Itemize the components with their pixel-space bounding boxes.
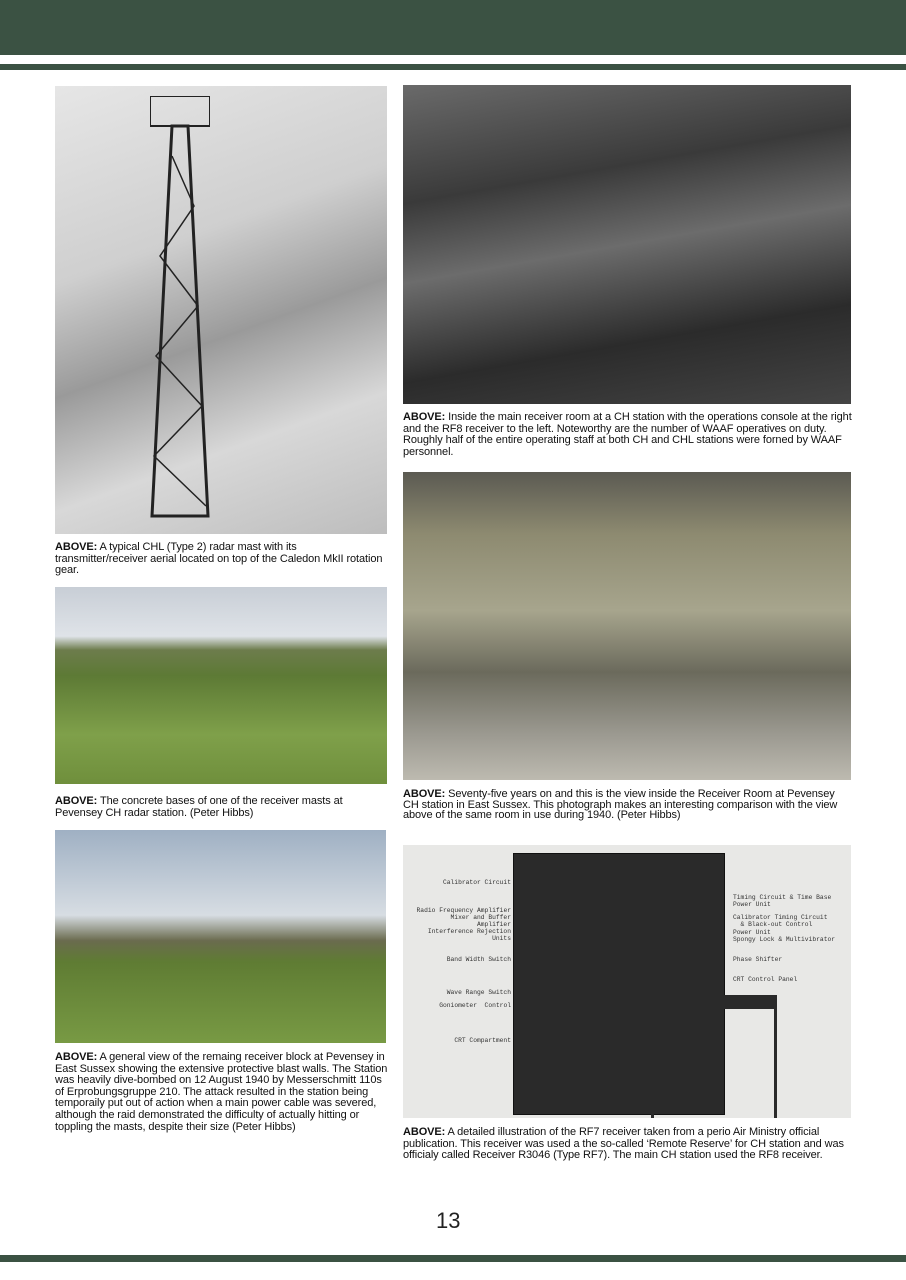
caption-mast <box>55 542 390 577</box>
header-stripe <box>0 64 906 70</box>
diagram-label: CRT Control Panel <box>733 976 798 983</box>
caption-text: A detailed illustration of the RF7 receiver taken from a perio Air Ministry official publication. This receiver was used a the so-called ‘Remote Reserve’ for CH station and was officialy called Receiver R3046 (Type RF7). The main CH station used the RF8 receiver. <box>403 1126 844 1162</box>
diagram-label: Spongy Lock & Multivibrator <box>733 936 836 943</box>
diagram-label: CRT Compartment <box>454 1037 511 1044</box>
caption-text: A typical CHL (Type 2) radar mast with its transmitter/receiver aerial located on top of the Caledon MkII rotation gear. <box>55 541 383 577</box>
rf7-receiver-diagram <box>403 845 851 1118</box>
diagram-label: Timing Circuit & Time Base <box>733 894 832 901</box>
photo-chl-radar-mast <box>55 86 387 534</box>
caption-text: The concrete bases of one of the receiver masts at Pevensey CH radar station. (Peter Hibbs) <box>55 795 343 819</box>
diagram-label: Radio Frequency Amplifier Mixer and Buffer Amplifier <box>416 907 511 928</box>
caption-lead: ABOVE: <box>403 1126 446 1138</box>
diagram-label: Power Unit <box>733 901 771 908</box>
caption-receiver-room-now <box>403 789 853 821</box>
photo-concrete-bases <box>55 587 387 784</box>
caption-lead: ABOVE: <box>403 788 446 800</box>
caption-lead: ABOVE: <box>55 1051 98 1063</box>
diagram-label: Phase Shifter <box>733 956 783 963</box>
caption-block <box>55 1052 390 1133</box>
diagram-label: Power Unit <box>733 929 771 936</box>
caption-text: A general view of the remaing receiver block at Pevensey in East Sussex showing the extensive protective blast walls. The Station was heavily dive-bombed on 12 August 1940 by Messerschmitt 110s of Erprobungsgruppe 210. The attack resulted in the station being temporaily put out of action when a main power cable was severed, although the raid demonstrated the difficulty of actually hitting or toppling the masts, despite their size (Peter Hibbs) <box>55 1051 388 1133</box>
diagram-label: Interference Rejection Units <box>427 928 511 942</box>
diagram-label: Calibrator Timing Circuit & Black-out Control <box>733 914 828 928</box>
diagram-label: Calibrator Circuit <box>442 879 511 886</box>
caption-bases <box>55 796 390 819</box>
photo-receiver-room-now <box>403 472 851 780</box>
caption-lead: ABOVE: <box>55 541 98 553</box>
mast-illustration <box>150 96 210 526</box>
caption-text: Seventy-five years on and this is the view inside the Receiver Room at Pevensey CH station in East Sussex. This photograph makes an interesting comparison with the view above of the same room in use during 1940. (Peter Hibbs) <box>403 788 838 821</box>
photo-receiver-room-1940 <box>403 85 851 404</box>
caption-text: Inside the main receiver room at a CH station with the operations console at the right and the RF8 receiver to the left. Noteworthy are the number of WAAF operatives on duty. Roughly half of the entire operating staff at both CH and CHL stations were forned by WAAF personnel. <box>403 411 852 458</box>
caption-rf7 <box>403 1127 853 1162</box>
diagram-label: Goniometer Control <box>439 1002 511 1009</box>
caption-lead: ABOVE: <box>55 795 98 807</box>
caption-lead: ABOVE: <box>403 411 446 423</box>
diagram-label: Wave Range Switch <box>446 989 511 996</box>
header-bar <box>0 0 906 55</box>
caption-receiver-room <box>403 412 853 458</box>
photo-receiver-block <box>55 830 386 1043</box>
footer-stripe <box>0 1255 906 1262</box>
rf7-desk <box>651 995 777 1118</box>
page-number: 13 <box>436 1208 461 1233</box>
diagram-label: Band Width Switch <box>446 956 511 963</box>
